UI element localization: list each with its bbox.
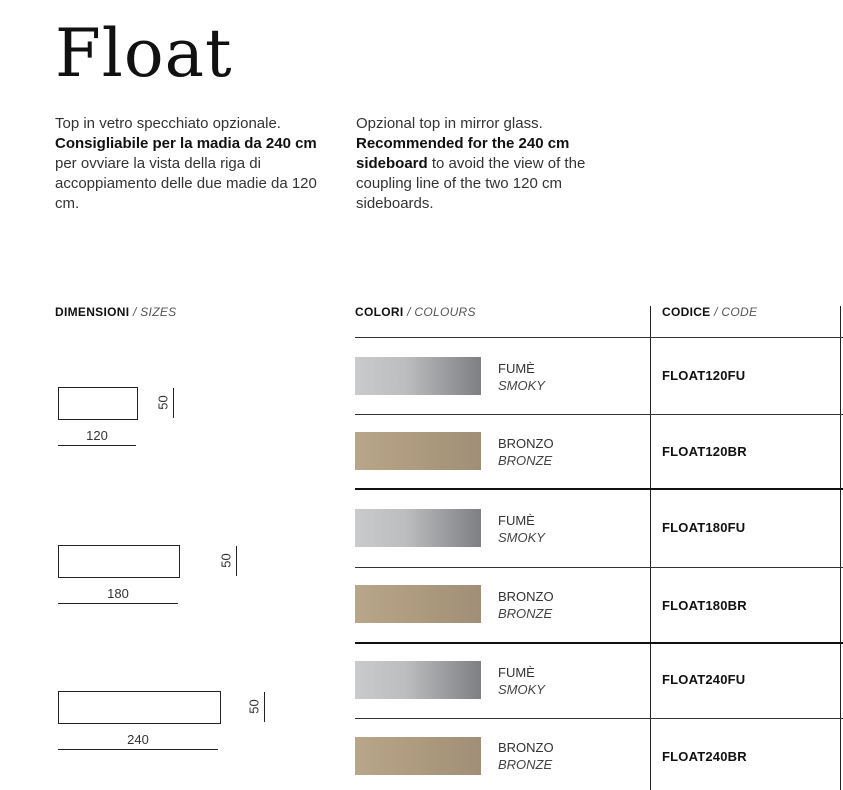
colour-name	[498, 512, 545, 546]
colour-name-it: FUMÈ	[498, 361, 535, 376]
colour-name-it: BRONZO	[498, 589, 554, 604]
colour-swatch-bronze	[355, 432, 481, 470]
colour-swatch-bronze	[355, 585, 481, 623]
colour-name	[498, 435, 554, 469]
colour-name-en: BRONZE	[498, 757, 553, 772]
height-label: 50	[246, 699, 262, 714]
code-header-it: CODICE	[662, 305, 711, 319]
height-line	[264, 692, 265, 722]
width-label: 180	[107, 586, 129, 601]
row-divider	[355, 567, 843, 568]
product-code: FLOAT180FU	[662, 520, 746, 535]
colour-name-en: BRONZE	[498, 453, 553, 468]
header-separator: /	[403, 305, 415, 319]
colours-header-en: COLOURS	[414, 305, 476, 319]
header-separator: /	[129, 305, 141, 319]
code-header	[662, 305, 757, 319]
dimension-drawing-180	[58, 545, 180, 578]
description-italian-highlight: Consigliabile per la madia da 240 cm	[55, 135, 317, 152]
height-label: 50	[155, 395, 171, 410]
description-english-rest: to avoid the view of the coupling line of the two 120 cm sideboards.	[356, 155, 586, 212]
width-line	[58, 445, 136, 446]
description-english	[356, 114, 616, 214]
description-english-intro: Opzional top in mirror glass.	[356, 115, 543, 132]
colour-name	[498, 664, 545, 698]
dimensions-header	[55, 305, 176, 319]
page-title: Float	[55, 15, 233, 92]
height-line	[236, 546, 237, 576]
colour-name-en: BRONZE	[498, 606, 553, 621]
dimensions-header-it: DIMENSIONI	[55, 305, 130, 319]
colour-name	[498, 739, 554, 773]
row-divider	[355, 414, 843, 415]
colour-name-it: BRONZO	[498, 436, 554, 451]
description-italian-intro: Top in vetro specchiato opzionale.	[55, 115, 281, 132]
colour-name-en: SMOKY	[498, 378, 545, 393]
colour-name-it: BRONZO	[498, 740, 554, 755]
colour-swatch-smoky	[355, 509, 481, 547]
colours-header-it: COLORI	[355, 305, 404, 319]
row-divider	[355, 718, 843, 719]
colour-name	[498, 360, 545, 394]
height-label: 50	[218, 553, 234, 568]
colour-name-en: SMOKY	[498, 682, 545, 697]
code-header-en: CODE	[721, 305, 758, 319]
width-label: 120	[86, 428, 108, 443]
colour-name-it: FUMÈ	[498, 665, 535, 680]
dimension-drawing-240	[58, 691, 221, 724]
product-code: FLOAT120FU	[662, 368, 746, 383]
product-code: FLOAT120BR	[662, 444, 747, 459]
product-code: FLOAT240BR	[662, 749, 747, 764]
width-line	[58, 749, 218, 750]
group-divider	[355, 642, 843, 644]
product-code: FLOAT180BR	[662, 598, 747, 613]
colour-name	[498, 588, 554, 622]
dimensions-header-en: SIZES	[140, 305, 177, 319]
product-code: FLOAT240FU	[662, 672, 746, 687]
group-divider	[355, 488, 843, 490]
colour-name-en: SMOKY	[498, 530, 545, 545]
colours-header	[355, 305, 476, 319]
description-english-highlight: Recommended for the 240 cm sideboard	[356, 135, 570, 172]
colour-swatch-smoky	[355, 661, 481, 699]
colour-name-it: FUMÈ	[498, 513, 535, 528]
colour-swatch-smoky	[355, 357, 481, 395]
header-separator: /	[710, 305, 722, 319]
description-italian	[55, 114, 327, 214]
width-line	[58, 603, 178, 604]
height-line	[173, 388, 174, 418]
header-divider	[355, 337, 843, 338]
width-label: 240	[127, 732, 149, 747]
colour-swatch-bronze	[355, 737, 481, 775]
description-italian-rest: per ovviare la vista della riga di accoppiamento delle due madie da 120 cm.	[55, 155, 317, 212]
dimension-drawing-120	[58, 387, 138, 420]
